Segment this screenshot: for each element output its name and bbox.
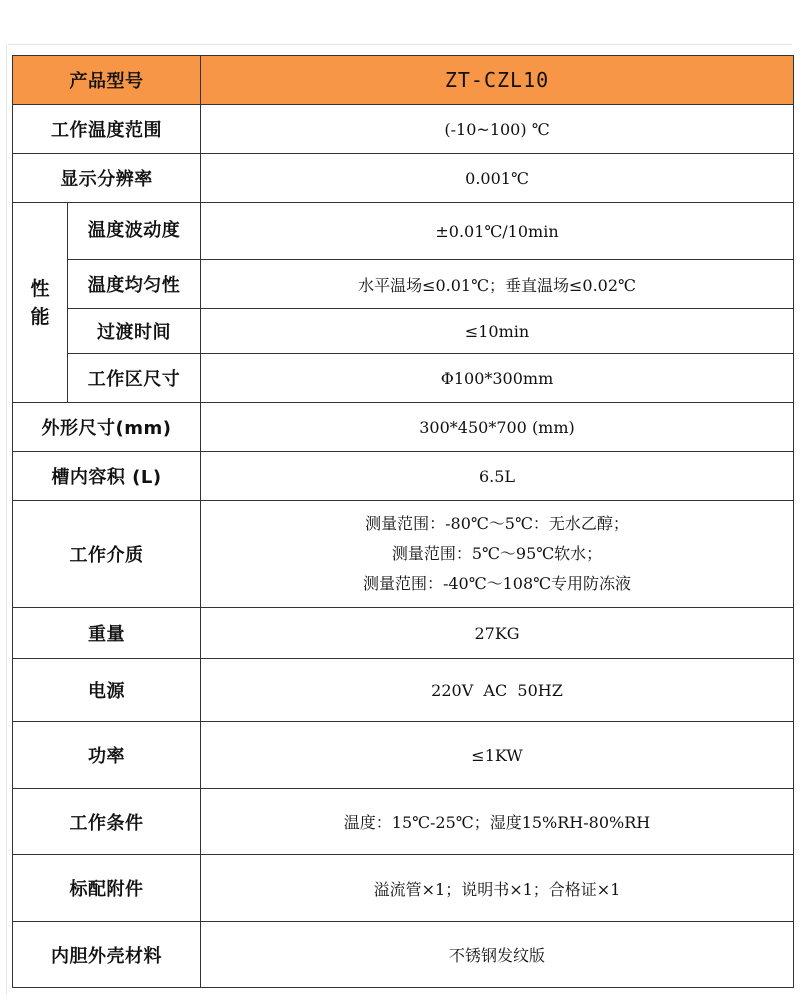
row-label: 温度均匀性 [68, 260, 201, 309]
table-header-row [13, 56, 794, 105]
row-label: 外形尺寸(mm) [13, 403, 201, 452]
row-value: 溢流管×1；说明书×1；合格证×1 [201, 855, 794, 922]
row-label: 槽内容积 (L) [13, 452, 201, 501]
table-row [13, 452, 794, 501]
table-row [13, 403, 794, 452]
left-divider [6, 44, 7, 994]
row-label: 工作介质 [13, 501, 201, 608]
table-row [13, 309, 794, 354]
row-label: 电源 [13, 659, 201, 722]
top-divider [8, 44, 792, 45]
row-value [201, 501, 794, 608]
header-value: ZT-CZL10 [201, 56, 794, 105]
table-row [13, 203, 794, 260]
spec-table [12, 55, 794, 988]
row-label: 功率 [13, 722, 201, 789]
row-value: ≤10min [201, 309, 794, 354]
table-row [13, 922, 794, 988]
row-value: 220V AC 50HZ [201, 659, 794, 722]
table-row [13, 789, 794, 855]
row-label: 工作温度范围 [13, 105, 201, 154]
row-label: 内胆外壳材料 [13, 922, 201, 988]
medium-line: 测量范围：-80℃～5℃：无水乙醇； [365, 514, 629, 533]
row-value: 水平温场≤0.01℃；垂直温场≤0.02℃ [201, 260, 794, 309]
medium-line: 测量范围：5℃～95℃软水； [391, 544, 603, 563]
row-value: 27KG [201, 608, 794, 659]
group-label-line: 能 [30, 305, 50, 328]
table-row [13, 659, 794, 722]
row-label: 温度波动度 [68, 203, 201, 260]
table-row [13, 260, 794, 309]
table-row [13, 501, 794, 608]
table-row [13, 154, 794, 203]
row-value: 6.5L [201, 452, 794, 501]
row-label: 过渡时间 [68, 309, 201, 354]
header-label: 产品型号 [13, 56, 201, 105]
medium-line: 测量范围：-40℃～108℃专用防冻液 [362, 574, 632, 593]
row-value: ≤1KW [201, 722, 794, 789]
table-row [13, 855, 794, 922]
row-value: 300*450*700 (mm) [201, 403, 794, 452]
row-label: 显示分辨率 [13, 154, 201, 203]
row-label: 标配附件 [13, 855, 201, 922]
row-value: ±0.01℃/10min [201, 203, 794, 260]
performance-group-label [13, 203, 68, 403]
table-row [13, 105, 794, 154]
row-value: 0.001℃ [201, 154, 794, 203]
row-value: 不锈钢发纹版 [201, 922, 794, 988]
group-label-line: 性 [30, 277, 50, 300]
table-row [13, 608, 794, 659]
row-value: Φ100*300mm [201, 354, 794, 403]
row-value: (-10~100) ℃ [201, 105, 794, 154]
row-label: 重量 [13, 608, 201, 659]
row-label: 工作条件 [13, 789, 201, 855]
table-row [13, 354, 794, 403]
row-value: 温度：15℃-25℃；湿度15%RH-80%RH [201, 789, 794, 855]
row-label: 工作区尺寸 [68, 354, 201, 403]
table-row [13, 722, 794, 789]
